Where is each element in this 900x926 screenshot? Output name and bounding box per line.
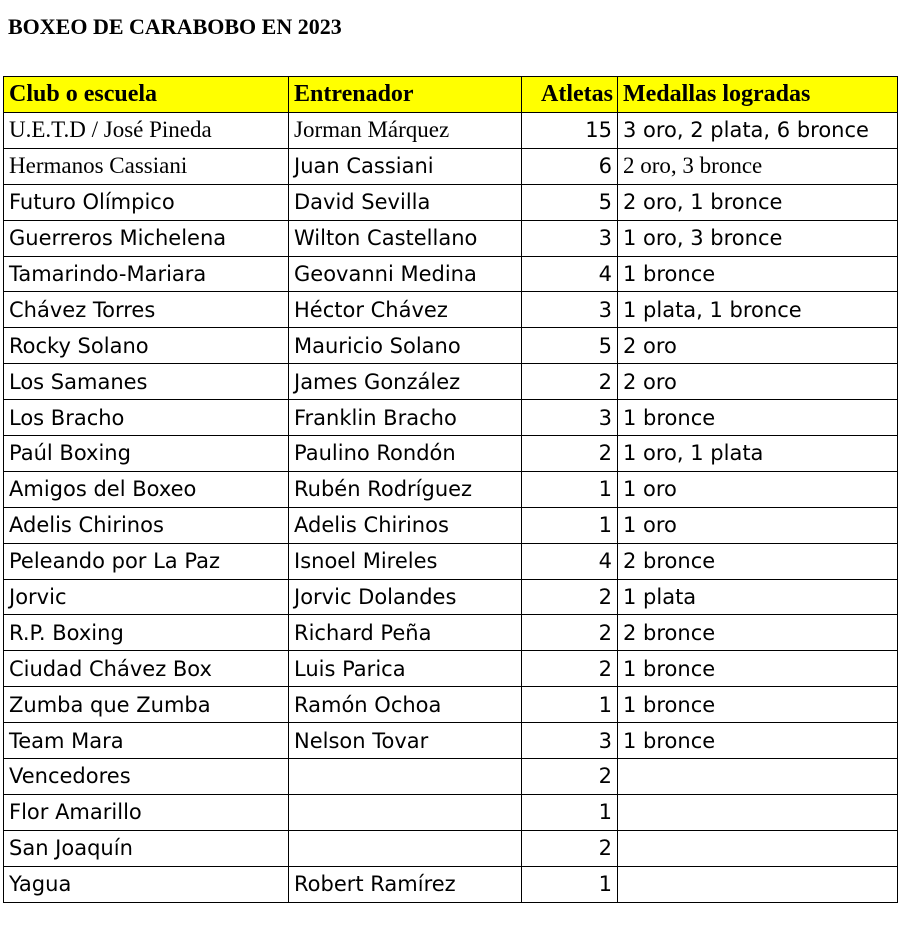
- table-row: [4, 651, 898, 687]
- cell-athletes: 1: [522, 687, 618, 723]
- cell-coach: Rubén Rodríguez: [289, 471, 522, 507]
- cell-coach: Héctor Chávez: [289, 292, 522, 328]
- cell-coach: Luis Parica: [289, 651, 522, 687]
- cell-medals: 1 bronce: [618, 256, 898, 292]
- table-row: [4, 292, 898, 328]
- cell-athletes: 5: [522, 328, 618, 364]
- cell-athletes: 2: [522, 615, 618, 651]
- cell-club: U.E.T.D / José Pineda: [4, 113, 289, 149]
- cell-medals: [618, 794, 898, 830]
- table-row: [4, 220, 898, 256]
- table-header-row: [4, 77, 898, 113]
- cell-club: Amigos del Boxeo: [4, 471, 289, 507]
- cell-medals: 1 oro, 3 bronce: [618, 220, 898, 256]
- cell-medals: [618, 866, 898, 902]
- table-row: [4, 687, 898, 723]
- table-row: [4, 148, 898, 184]
- table-row: [4, 507, 898, 543]
- table-row: [4, 328, 898, 364]
- cell-club: Los Bracho: [4, 400, 289, 436]
- cell-medals: 1 plata: [618, 579, 898, 615]
- cell-athletes: 2: [522, 579, 618, 615]
- cell-athletes: 2: [522, 830, 618, 866]
- table-row: [4, 400, 898, 436]
- cell-club: Team Mara: [4, 723, 289, 759]
- cell-medals: 1 bronce: [618, 651, 898, 687]
- cell-coach: Juan Cassiani: [289, 148, 522, 184]
- cell-coach: Mauricio Solano: [289, 328, 522, 364]
- cell-medals: 2 oro: [618, 328, 898, 364]
- cell-athletes: 1: [522, 866, 618, 902]
- cell-club: Hermanos Cassiani: [4, 148, 289, 184]
- table-row: [4, 723, 898, 759]
- table-row: [4, 184, 898, 220]
- cell-medals: 2 bronce: [618, 543, 898, 579]
- boxing-clubs-table: [3, 76, 898, 903]
- cell-coach: Paulino Rondón: [289, 436, 522, 472]
- cell-athletes: 2: [522, 364, 618, 400]
- cell-club: Flor Amarillo: [4, 794, 289, 830]
- cell-medals: [618, 759, 898, 795]
- cell-coach: Geovanni Medina: [289, 256, 522, 292]
- table-row: [4, 759, 898, 795]
- cell-club: Peleando por La Paz: [4, 543, 289, 579]
- cell-athletes: 3: [522, 220, 618, 256]
- cell-medals: 1 bronce: [618, 687, 898, 723]
- cell-coach: Nelson Tovar: [289, 723, 522, 759]
- table-row: [4, 543, 898, 579]
- cell-club: Paúl Boxing: [4, 436, 289, 472]
- column-header-medals: Medallas logradas: [618, 77, 898, 113]
- cell-athletes: 3: [522, 723, 618, 759]
- cell-coach: Jorvic Dolandes: [289, 579, 522, 615]
- cell-club: Chávez Torres: [4, 292, 289, 328]
- cell-club: Jorvic: [4, 579, 289, 615]
- cell-athletes: 4: [522, 256, 618, 292]
- cell-medals: 1 bronce: [618, 723, 898, 759]
- cell-athletes: 2: [522, 759, 618, 795]
- cell-coach: [289, 830, 522, 866]
- cell-athletes: 4: [522, 543, 618, 579]
- cell-medals: 1 bronce: [618, 400, 898, 436]
- cell-coach: Franklin Bracho: [289, 400, 522, 436]
- cell-medals: 1 oro: [618, 507, 898, 543]
- cell-athletes: 5: [522, 184, 618, 220]
- cell-athletes: 2: [522, 651, 618, 687]
- cell-athletes: 3: [522, 400, 618, 436]
- table-row: [4, 615, 898, 651]
- table-row: [4, 866, 898, 902]
- table-row: [4, 364, 898, 400]
- cell-medals: 2 oro, 1 bronce: [618, 184, 898, 220]
- table-row: [4, 830, 898, 866]
- table-row: [4, 256, 898, 292]
- cell-coach: Adelis Chirinos: [289, 507, 522, 543]
- cell-club: Vencedores: [4, 759, 289, 795]
- cell-coach: James González: [289, 364, 522, 400]
- table-row: [4, 436, 898, 472]
- cell-coach: Isnoel Mireles: [289, 543, 522, 579]
- cell-medals: 1 plata, 1 bronce: [618, 292, 898, 328]
- column-header-athletes: Atletas: [522, 77, 618, 113]
- cell-athletes: 2: [522, 436, 618, 472]
- cell-athletes: 3: [522, 292, 618, 328]
- page-title: BOXEO DE CARABOBO EN 2023: [8, 14, 342, 39]
- cell-club: Futuro Olímpico: [4, 184, 289, 220]
- table-row: [4, 113, 898, 149]
- cell-coach: Richard Peña: [289, 615, 522, 651]
- column-header-coach: Entrenador: [289, 77, 522, 113]
- table-row: [4, 579, 898, 615]
- cell-athletes: 15: [522, 113, 618, 149]
- table-row: [4, 471, 898, 507]
- cell-coach: Robert Ramírez: [289, 866, 522, 902]
- cell-athletes: 1: [522, 471, 618, 507]
- cell-coach: Ramón Ochoa: [289, 687, 522, 723]
- column-header-club: Club o escuela: [4, 77, 289, 113]
- cell-athletes: 1: [522, 507, 618, 543]
- cell-club: Zumba que Zumba: [4, 687, 289, 723]
- cell-athletes: 1: [522, 794, 618, 830]
- cell-club: Ciudad Chávez Box: [4, 651, 289, 687]
- cell-club: San Joaquín: [4, 830, 289, 866]
- cell-coach: [289, 794, 522, 830]
- cell-club: Rocky Solano: [4, 328, 289, 364]
- cell-club: Adelis Chirinos: [4, 507, 289, 543]
- cell-medals: 1 oro, 1 plata: [618, 436, 898, 472]
- cell-medals: [618, 830, 898, 866]
- cell-medals: 2 oro: [618, 364, 898, 400]
- cell-club: R.P. Boxing: [4, 615, 289, 651]
- cell-club: Tamarindo-Mariara: [4, 256, 289, 292]
- cell-coach: Wilton Castellano: [289, 220, 522, 256]
- cell-medals: 1 oro: [618, 471, 898, 507]
- cell-medals: 2 oro, 3 bronce: [618, 148, 898, 184]
- table-row: [4, 794, 898, 830]
- cell-medals: 2 bronce: [618, 615, 898, 651]
- cell-coach: [289, 759, 522, 795]
- cell-medals: 3 oro, 2 plata, 6 bronce: [618, 113, 898, 149]
- cell-club: Yagua: [4, 866, 289, 902]
- cell-coach: David Sevilla: [289, 184, 522, 220]
- cell-club: Guerreros Michelena: [4, 220, 289, 256]
- cell-club: Los Samanes: [4, 364, 289, 400]
- cell-coach: Jorman Márquez: [289, 113, 522, 149]
- cell-athletes: 6: [522, 148, 618, 184]
